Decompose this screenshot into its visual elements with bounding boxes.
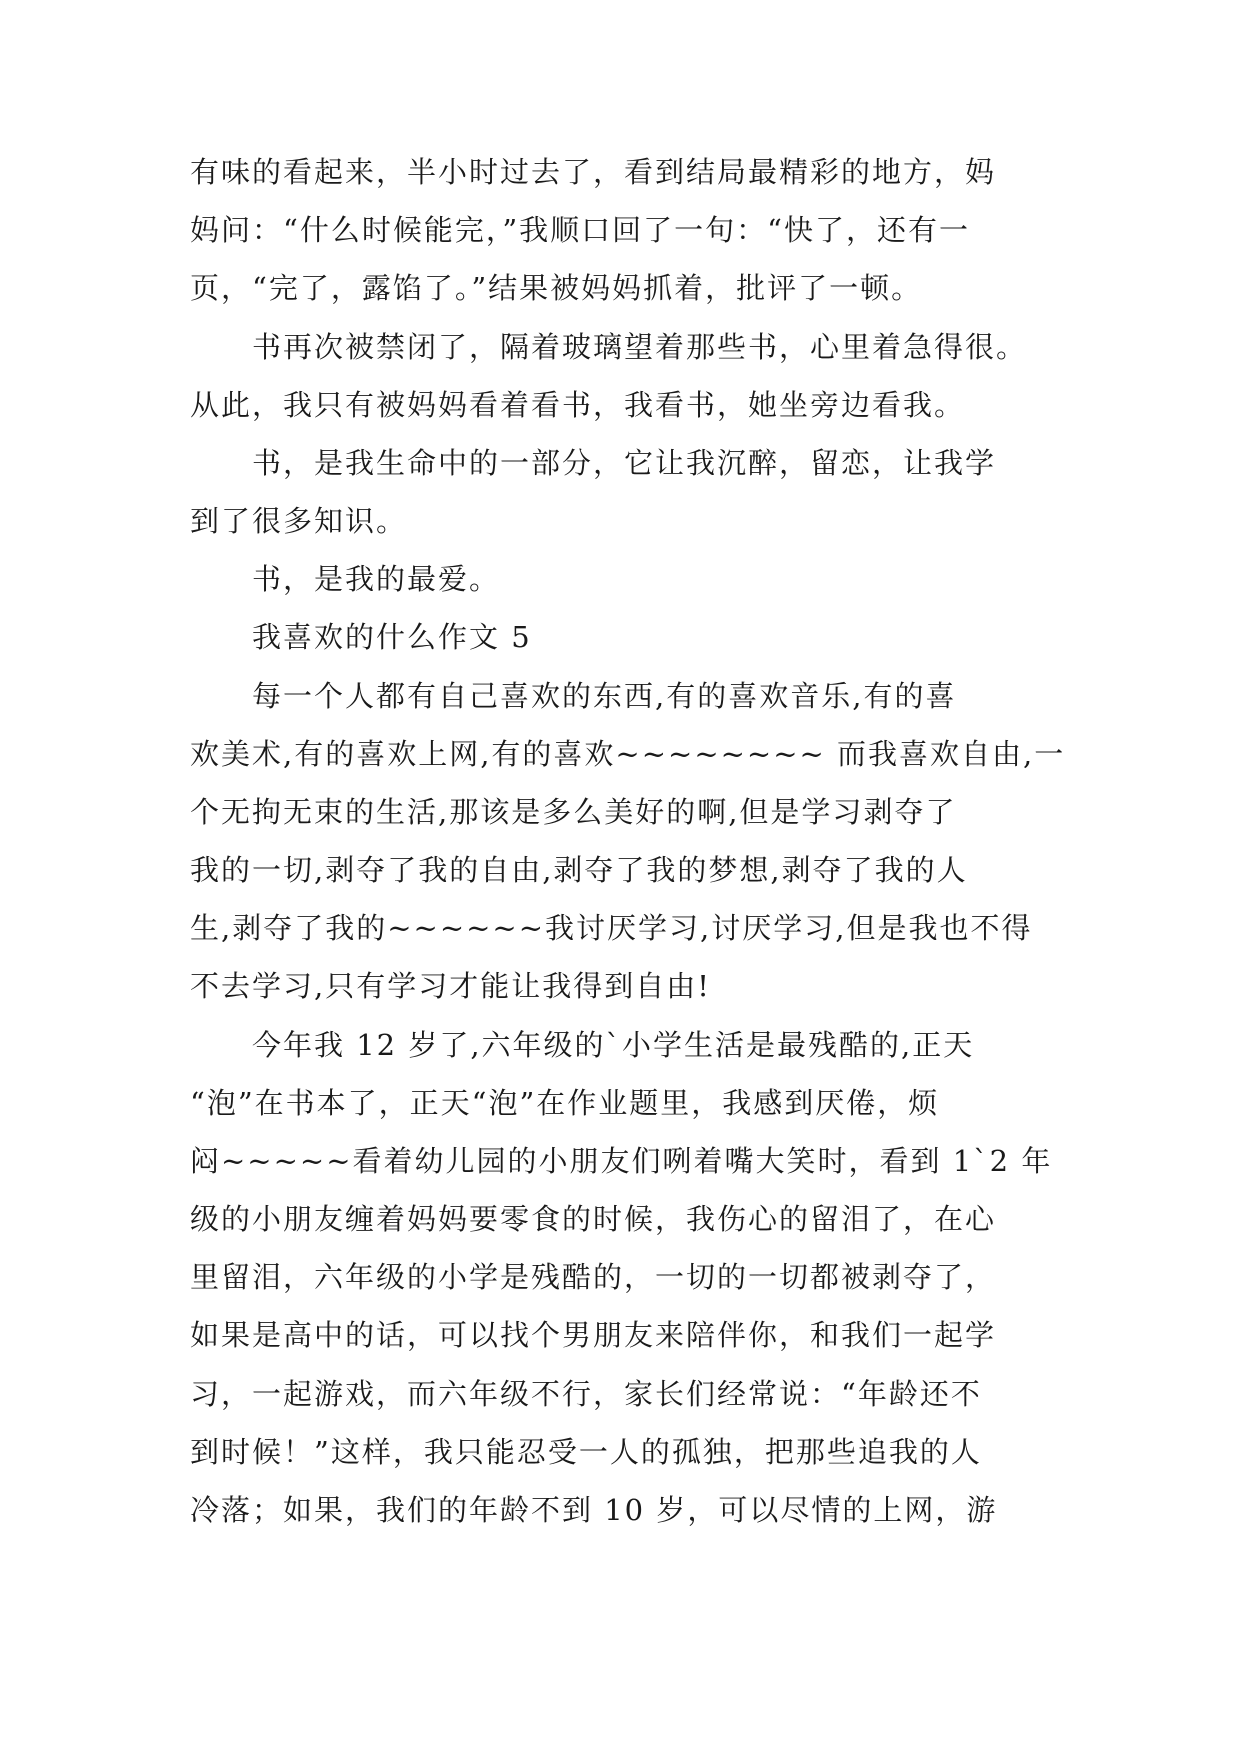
text-line: 冷落；如果，我们的年龄不到 10 岁，可以尽情的上网，游	[190, 1493, 998, 1527]
text-line: 有味的看起来，半小时过去了，看到结局最精彩的地方，妈	[190, 155, 997, 189]
text-line: 书再次被禁闭了，隔着玻璃望着那些书，心里着急得很。	[190, 330, 1028, 364]
text-line: 页，“完了，露馅了。”结果被妈妈抓着，批评了一顿。	[190, 271, 923, 305]
text-line: 书，是我生命中的一部分，它让我沉醉，留恋，让我学	[190, 446, 997, 480]
text-line: 如果是高中的话，可以找个男朋友来陪伴你，和我们一起学	[190, 1318, 997, 1352]
text-line: 生,剥夺了我的~~~~~~我讨厌学习,讨厌学习,但是我也不得	[190, 911, 1033, 945]
text-line: 个无拘无束的生活,那该是多么美好的啊,但是学习剥夺了	[190, 795, 957, 829]
text-line: 到时候！”这样，我只能忍受一人的孤独，把那些追我的人	[190, 1435, 982, 1469]
text-line: 到了很多知识。	[190, 504, 408, 538]
text-line: 今年我 12 岁了,六年级的`小学生活是最残酷的,正天	[190, 1028, 975, 1062]
text-line: 级的小朋友缠着妈妈要零食的时候，我伤心的留泪了，在心	[190, 1202, 997, 1236]
text-line: 不去学习,只有学习才能让我得到自由!	[190, 969, 711, 1003]
text-line: 闷~~~~~看着幼儿园的小朋友们咧着嘴大笑时，看到 1`2 年	[190, 1144, 1053, 1178]
text-line: 书，是我的最爱。	[190, 562, 501, 596]
text-line: 里留泪，六年级的小学是残酷的，一切的一切都被剥夺了，	[190, 1260, 997, 1294]
text-line: 欢美术,有的喜欢上网,有的喜欢~~~~~~~~ 而我喜欢自由,一	[190, 737, 1066, 771]
text-line: 每一个人都有自己喜欢的东西,有的喜欢音乐,有的喜	[190, 679, 957, 713]
section-heading: 我喜欢的什么作文 5	[190, 620, 532, 654]
text-line: “泡”在书本了，正天“泡”在作业题里，我感到厌倦，烦	[190, 1086, 940, 1120]
text-line: 妈问：“什么时候能完，”我顺口回了一句：“快了，还有一	[190, 213, 970, 247]
text-line: 习，一起游戏，而六年级不行，家长们经常说：“年龄还不	[190, 1377, 982, 1411]
text-line: 从此，我只有被妈妈看着看书，我看书，她坐旁边看我。	[190, 388, 966, 422]
text-line: 我的一切,剥夺了我的自由,剥夺了我的梦想,剥夺了我的人	[190, 853, 968, 887]
